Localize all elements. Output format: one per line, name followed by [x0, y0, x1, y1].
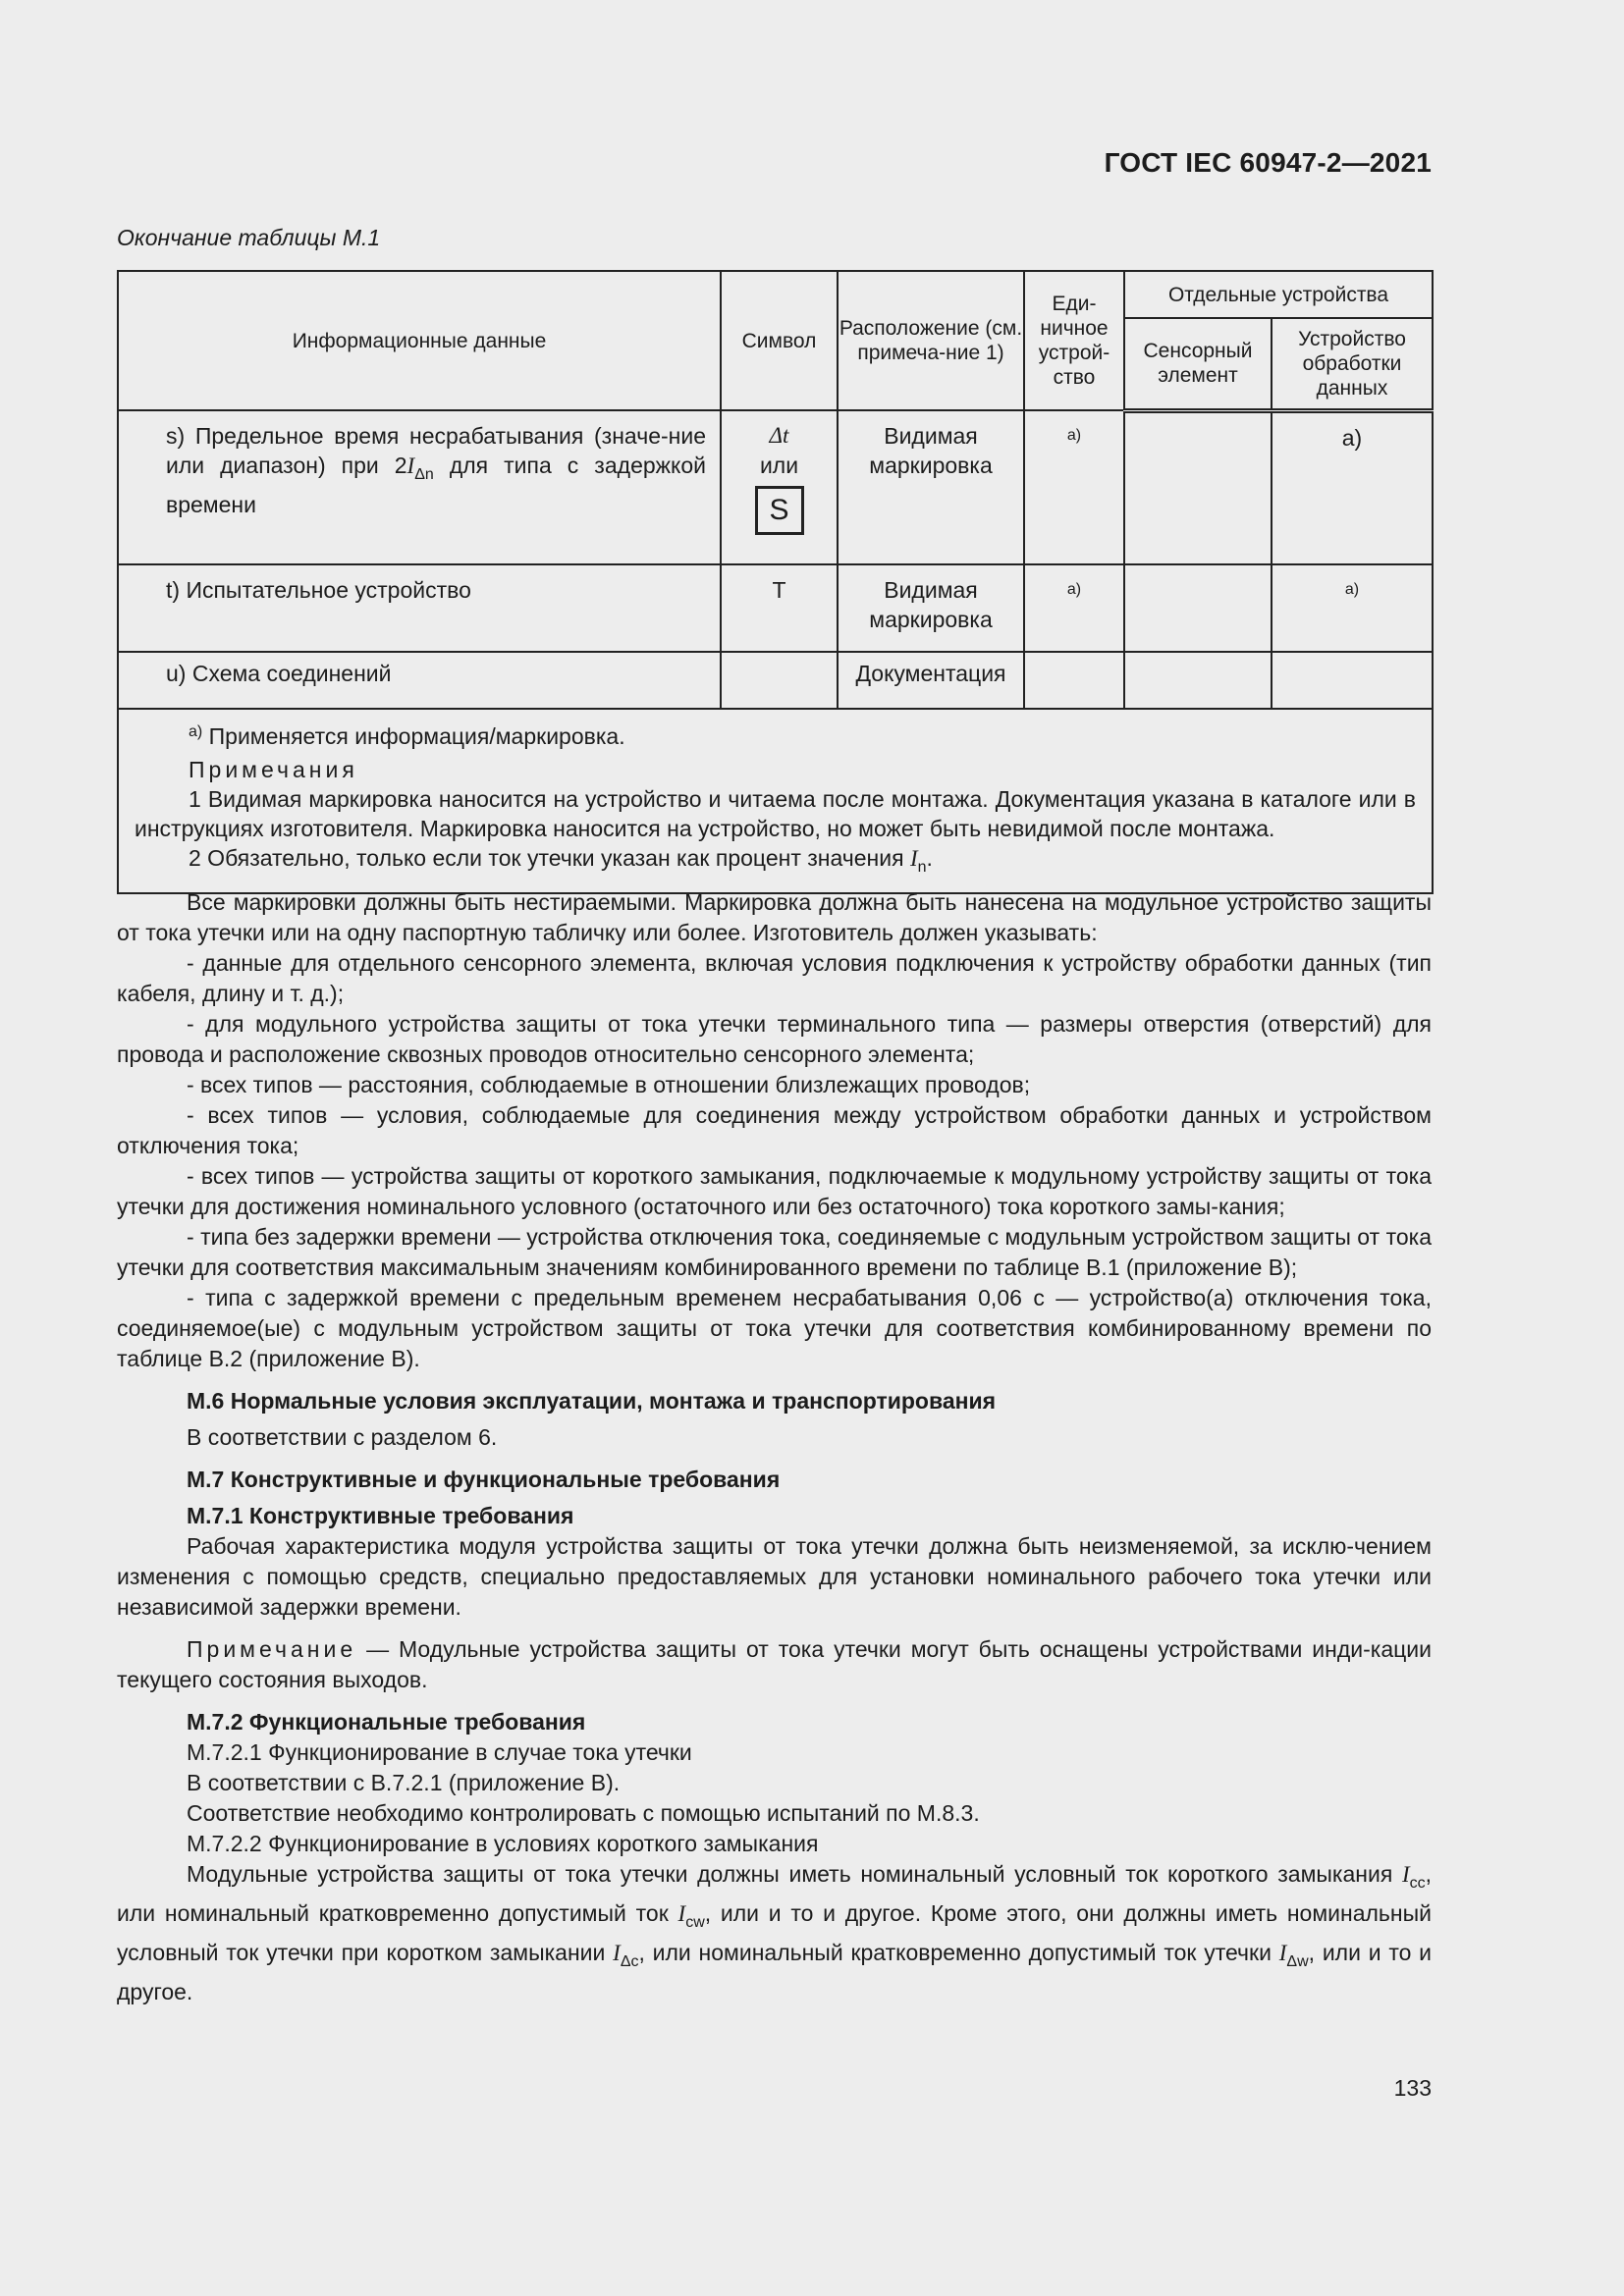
section-heading-m72: М.7.2 Функциональные требования: [187, 1709, 586, 1735]
list-item: - для модульного устройства защиты от тока утечки терминального типа — размеры отверстия (отверстий) для провода и расположение сквозных проводов относительно сенсорного элемента;: [117, 1011, 1432, 1067]
header-location: Расположение (см. примеча-ние 1): [838, 271, 1024, 410]
paragraph: В соответствии с разделом 6.: [187, 1424, 498, 1450]
note-2: 2 Обязательно, только если ток утечки указан как процент значения $I_n$.: [189, 844, 933, 876]
row-u-location: Документация: [838, 652, 1024, 709]
table-row: [118, 564, 1433, 652]
header-info: Информационные данные: [118, 271, 721, 410]
header-separate-devices: Отдельные устройства: [1124, 271, 1433, 318]
header-sensor: Сенсорный элемент: [1124, 318, 1272, 410]
row-s-single: а): [1024, 410, 1124, 564]
row-t-processing: а): [1272, 564, 1433, 652]
row-t-sensor: [1124, 564, 1272, 652]
row-s-processing: а): [1272, 410, 1433, 564]
paragraph: Соответствие необходимо контролировать с помощью испытаний по М.8.3.: [187, 1800, 980, 1826]
paragraph: Рабочая характеристика модуля устройства защиты от тока утечки должна быть неизменяемой, за исклю-чением изменения с помощью средств, специально предоставляемых для установки номинального рабочего тока утечки или независимой задержки времени.: [117, 1533, 1432, 1620]
table-notes: [118, 709, 1433, 893]
table-caption: Окончание таблицы М.1: [117, 225, 381, 250]
row-s-sensor: [1124, 410, 1272, 564]
symbol-s-box: S: [755, 486, 804, 535]
list-item: - типа без задержки времени — устройства отключения тока, соединяемые с модульным устройством защиты от тока утечки для соответствия максимальным значениям комбинированного времени по таблице В.1 (приложение В);: [117, 1224, 1432, 1280]
section-heading-m7: М.7 Конструктивные и функциональные требования: [187, 1467, 781, 1492]
row-s-symbol: Δt или S: [721, 410, 838, 564]
section-heading-m6: М.6 Нормальные условия эксплуатации, монтажа и транспортирования: [187, 1388, 997, 1414]
row-u-single: [1024, 652, 1124, 709]
row-t-single: а): [1024, 564, 1124, 652]
row-u-info: u) Схема соединений: [118, 652, 721, 709]
row-u-sensor: [1124, 652, 1272, 709]
list-item: - всех типов — устройства защиты от короткого замыкания, подключаемые к модульному устройству защиты от тока утечки для достижения номинального условного (остаточного или без остаточного) тока короткого замы-кания;: [117, 1163, 1432, 1219]
header-symbol: Символ: [721, 271, 838, 410]
marking-table: [117, 270, 1434, 894]
table-row: [118, 410, 1433, 564]
note-1: 1 Видимая маркировка наносится на устройство и читаема после монтажа. Документация указана в каталоге или в инструкциях изготовителя. Маркировка наносится на устройство, но может быть невидимой после монтажа.: [135, 785, 1416, 841]
notes-title: Примечания: [189, 756, 358, 782]
header-single-device: Еди-ничное устрой-ство: [1024, 271, 1124, 410]
subsection-heading: М.7.2.1 Функционирование в случае тока утечки: [187, 1739, 692, 1765]
list-item: - всех типов — расстояния, соблюдаемые в отношении близлежащих проводов;: [187, 1072, 1031, 1097]
paragraph: В соответствии с В.7.2.1 (приложение В).: [187, 1770, 621, 1795]
row-s-info: s) Предельное время несрабатывания (значе-ние или диапазон) при $2I_{\Delta n}$ для типа с задержкой времени: [118, 410, 721, 564]
page-number: 133: [1393, 2075, 1432, 2101]
table-notes-row: [118, 709, 1433, 893]
list-item: - данные для отдельного сенсорного элемента, включая условия подключения к устройству обработки данных (тип кабеля, длину и т. д.);: [117, 950, 1432, 1006]
table-footnote: $^{а)}$ Применяется информация/маркировка.: [189, 722, 625, 749]
header-processing: Устройство обработки данных: [1272, 318, 1433, 410]
row-s-location: Видимая маркировка: [838, 410, 1024, 564]
note-paragraph: Примечание — Модульные устройства защиты от тока утечки могут быть оснащены устройствами инди-кации текущего состояния выходов.: [117, 1636, 1432, 1692]
paragraph: Все маркировки должны быть нестираемыми. Маркировка должна быть нанесена на модульное устройство защиты от тока утечки или на одну паспортную табличку или более. Изготовитель должен указывать:: [117, 889, 1432, 945]
row-u-symbol: [721, 652, 838, 709]
body-text: [117, 887, 1432, 2007]
subsection-heading: М.7.2.2 Функционирование в условиях короткого замыкания: [187, 1831, 819, 1856]
row-t-location: Видимая маркировка: [838, 564, 1024, 652]
document-code: ГОСТ IEC 60947-2—2021: [1104, 147, 1432, 178]
section-heading-m71: М.7.1 Конструктивные требования: [187, 1503, 574, 1528]
row-u-processing: [1272, 652, 1433, 709]
paragraph: Модульные устройства защиты от тока утечки должны иметь номинальный условный ток короткого замыкания $I_{cc}$, или номинальный кратковременно допустимый ток $I_{cw}$, или и то и другое. Кроме этого, они должны иметь номинальный условный ток утечки при коротком замыкании $I_{\Delta c}$, или номинальный кратковременно допустимый ток утечки $I_{\Delta w}$, или и то и другое.: [117, 1861, 1433, 2004]
table-row: [118, 652, 1433, 709]
list-item: - всех типов — условия, соблюдаемые для соединения между устройством обработки данных и устройством отключения тока;: [117, 1102, 1432, 1158]
row-t-info: t) Испытательное устройство: [118, 564, 721, 652]
row-t-symbol: T: [721, 564, 838, 652]
list-item: - типа с задержкой времени с предельным временем несрабатывания 0,06 с — устройство(а) отключения тока, соединяемое(ые) с модульным устройством защиты от тока утечки для соответствия комбинированному времени по таблице В.2 (приложение В).: [117, 1285, 1432, 1371]
